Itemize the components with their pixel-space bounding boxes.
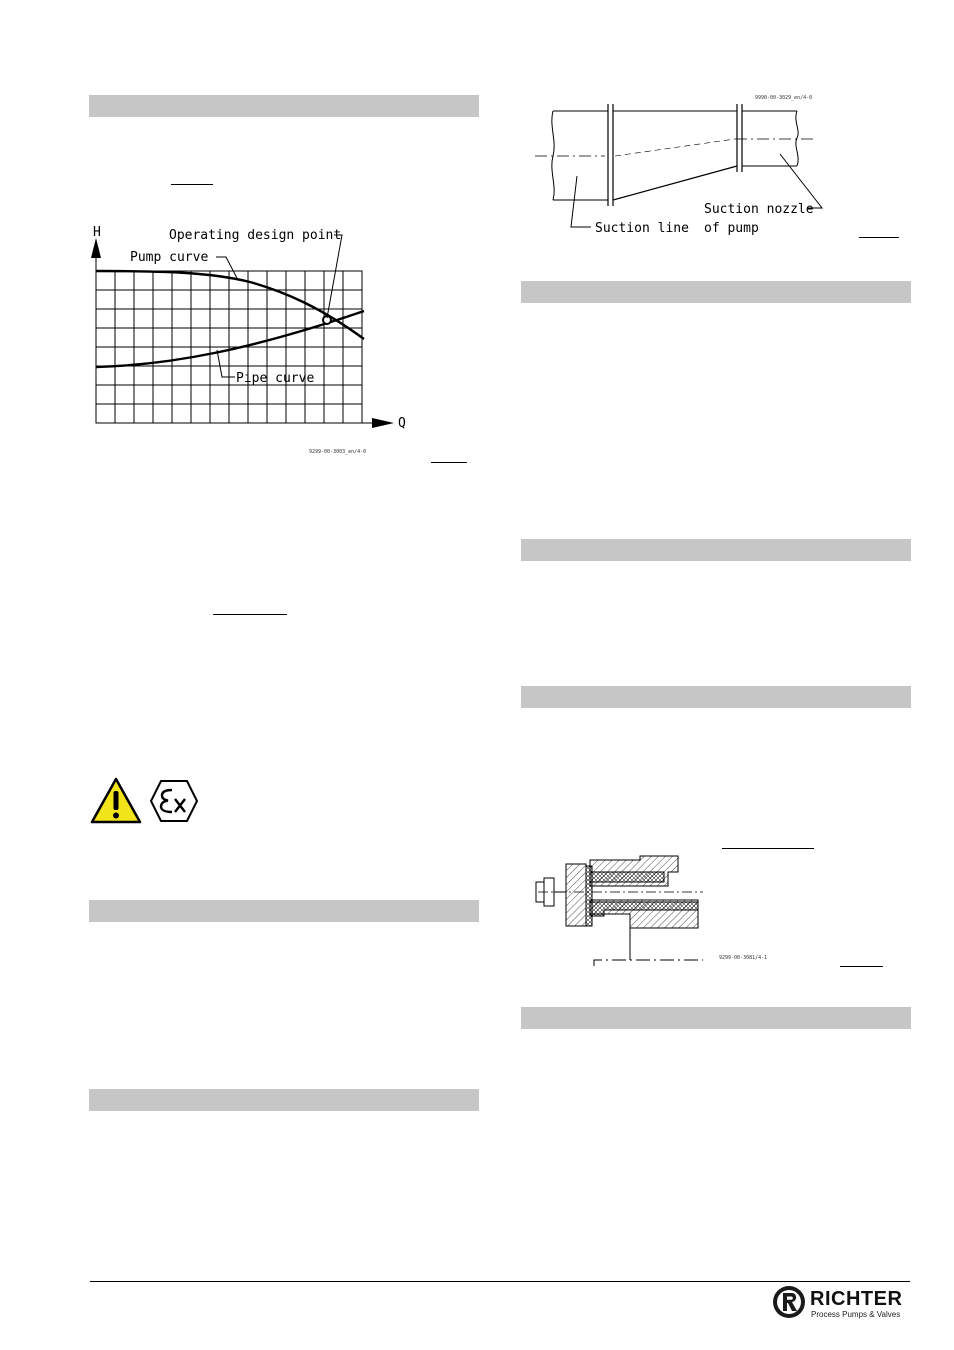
- h-axis-arrow-icon: [91, 238, 101, 258]
- q-axis-arrow-icon: [372, 418, 394, 428]
- q-axis-label: Q: [398, 416, 406, 431]
- suction-nozzle-label: Suction nozzle: [704, 202, 814, 217]
- figure-ref-underline: [722, 848, 814, 849]
- section-header-bar-right-2: [521, 539, 911, 561]
- seal-drawing-id: 9299-00-3081/4-1: [719, 955, 768, 961]
- suction-diagram-drawing-id: 9990-00-3029_en/4-0: [755, 95, 813, 101]
- warning-icon: [90, 777, 142, 825]
- seal-sectional-drawing: [528, 852, 708, 967]
- suction-nozzle-label-2: of pump: [704, 221, 759, 236]
- figure-ref-underline: [171, 184, 213, 185]
- footer-rule: [90, 1281, 910, 1282]
- figure-ref-underline: [859, 237, 899, 238]
- pump-curve-diagram: [80, 222, 420, 438]
- richter-logo-icon: [771, 1284, 807, 1320]
- figure-ref-underline: [431, 462, 467, 463]
- brand-name: RICHTER: [810, 1288, 903, 1310]
- pipe-curve-label: Pipe curve: [236, 371, 315, 386]
- h-axis-label: H: [93, 225, 101, 240]
- section-header-bar-left-3: [89, 1089, 479, 1111]
- section-header-bar-left-2: [89, 900, 479, 922]
- suction-line-diagram: [525, 96, 835, 241]
- section-header-bar-left-1: [89, 95, 479, 117]
- figure-ref-underline: [213, 614, 287, 615]
- operating-point-leader: [327, 235, 342, 318]
- operating-point-label: Operating design point: [169, 228, 342, 243]
- pipe-curve-leader: [217, 350, 235, 377]
- section-header-bar-right-1: [521, 281, 911, 303]
- grid: [96, 271, 362, 423]
- brand-tagline: Process Pumps & Valves: [811, 1310, 901, 1319]
- suction-line-label: Suction line: [595, 221, 689, 236]
- explosion-protection-ex-icon: [149, 779, 199, 823]
- pump-curve-label: Pump curve: [130, 250, 209, 265]
- section-header-bar-right-3: [521, 686, 911, 708]
- section-header-bar-right-4: [521, 1007, 911, 1029]
- figure-ref-underline: [840, 966, 883, 967]
- pump-chart-drawing-id: 9299-00-3003_en/4-0: [309, 449, 367, 455]
- richter-logo: [771, 1284, 911, 1324]
